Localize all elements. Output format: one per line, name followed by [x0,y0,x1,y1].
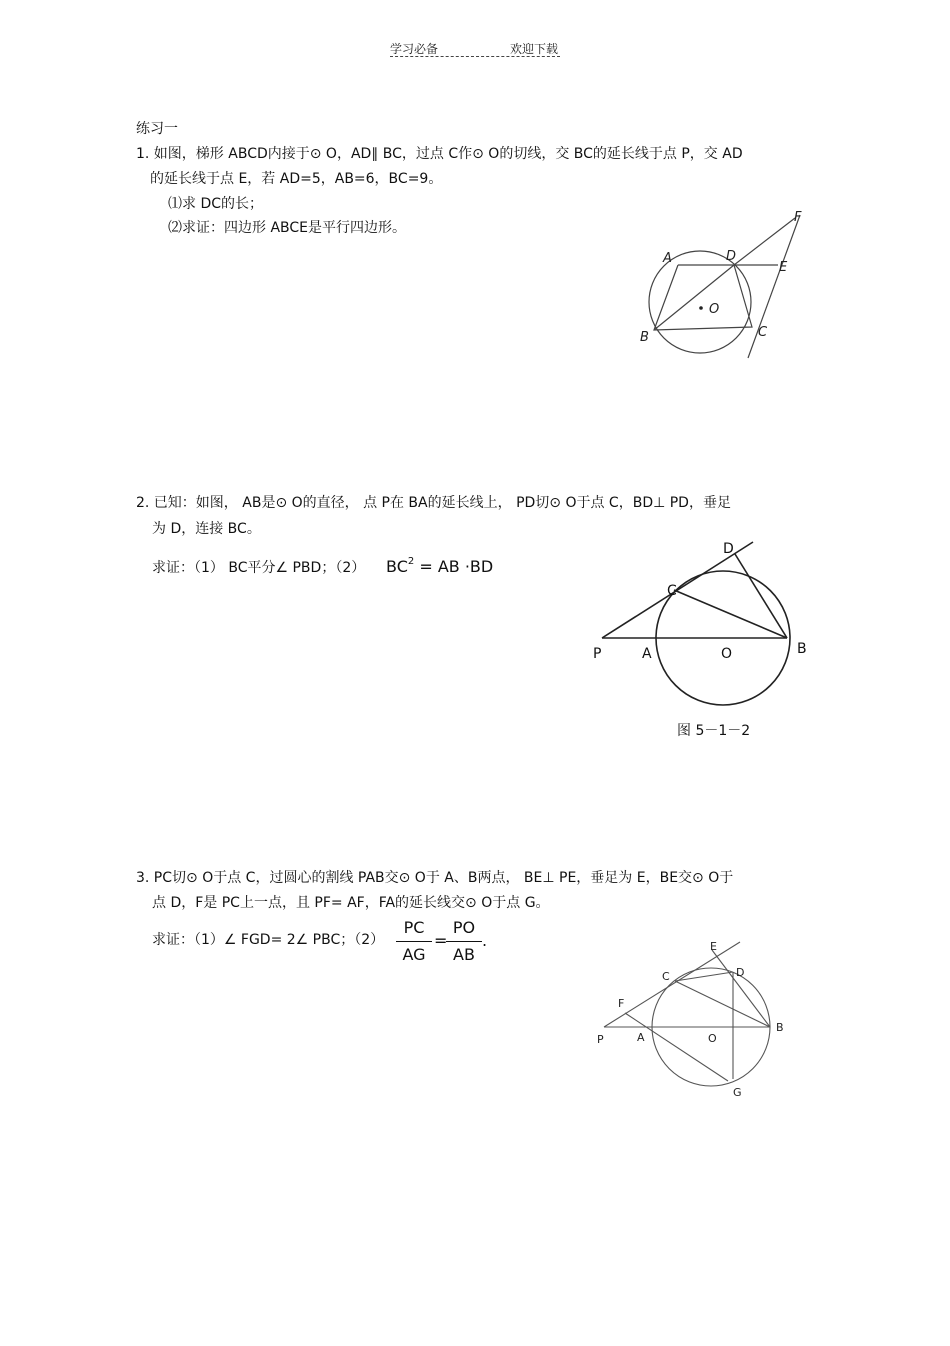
equation-lhs: BC [386,557,408,576]
line-pe-tangent [604,942,740,1027]
line-bd [735,554,787,638]
fraction-2-bar [446,941,482,942]
problem-3-prove: 求证：（1）∠ FGD= 2∠ PBC；（2） [152,932,385,948]
problem-2-figure [590,535,820,710]
problem-2-prove: 求证：（1） BC平分∠ PBD；（2） [152,560,366,576]
label-p: P [593,646,602,662]
header-left: 学习必备 [390,42,439,56]
trapezoid-abcd [654,265,752,330]
label-e: E [779,260,788,275]
problem-1-line-2: 的延长线于点 E，若 AD=5，AB=6，BC=9。 [150,171,443,187]
label-a: A [663,251,672,266]
center-dot [699,306,703,310]
problem-1-line-1: 1. 如图，梯形 ABCD内接于⊙ O，AD∥ BC，过点 C作⊙ O的切线，交 BC的延长线于点 P，交 AD [136,146,743,162]
label-b: B [640,330,649,345]
section-title: 练习一 [136,121,178,137]
equation-rhs: = AB ·BD [419,557,494,576]
label-b: B [776,1021,784,1034]
problem-3-figure [590,935,800,1105]
header-divider [390,56,560,57]
fraction-period: . [482,931,488,950]
equation-exponent: 2 [407,556,415,567]
fraction-pc-over-ag [396,918,432,965]
fraction-1-denominator: AG [402,945,426,964]
tangent-line [748,215,800,358]
label-o: O [709,302,720,317]
label-f: F [618,997,625,1010]
label-d: D [726,249,737,264]
label-a: A [642,646,652,662]
problem-2-equation [386,557,493,576]
label-c: C [662,970,670,983]
line-be [712,950,770,1027]
problem-2-line-1: 2. 已知：如图， AB是⊙ O的直径， 点 P在 BA的延长线上， PD切⊙ O于点 C，BD⊥ PD，垂足 [136,495,731,511]
line-fg [625,1013,728,1081]
line-cd [675,972,733,981]
label-c: C [667,583,677,599]
label-o: O [721,646,733,662]
fraction-po-over-ab [446,918,482,965]
problem-1-question-2: ⑵求证：四边形 ABCE是平行四边形。 [168,220,407,236]
label-a: A [637,1031,645,1044]
line-bc [674,590,787,638]
label-f: F [794,210,802,225]
label-d: D [736,966,745,979]
label-d: D [723,541,734,557]
problem-1-question-1: ⑴求 DC的长； [168,196,264,212]
fraction-1-numerator: PC [403,918,425,937]
problem-3-line-2: 点 D，F是 PC上一点，且 PF= AF，FA的延长线交⊙ O于点 G。 [152,895,550,911]
label-e: E [710,940,717,953]
problem-2-line-2: 为 D，连接 BC。 [152,521,261,537]
figure-caption: 图 5－1－2 [677,723,751,739]
label-o: O [708,1032,717,1045]
fraction-2-numerator: PO [452,918,476,937]
problem-1-figure [630,205,820,365]
fraction-2-denominator: AB [453,945,475,964]
header-right: 欢迎下载 [510,42,559,56]
label-g: G [733,1086,742,1099]
fraction-1-bar [396,941,432,942]
label-c: C [758,325,768,340]
problem-3-line-1: 3. PC切⊙ O于点 C，过圆心的割线 PAB交⊙ O于 A、B两点， BE⊥ PE，垂足为 E，BE交⊙ O于 [136,870,734,886]
line-df [734,218,795,265]
label-p: P [597,1033,604,1046]
fraction-equals: = [434,931,448,950]
label-b: B [797,641,807,657]
